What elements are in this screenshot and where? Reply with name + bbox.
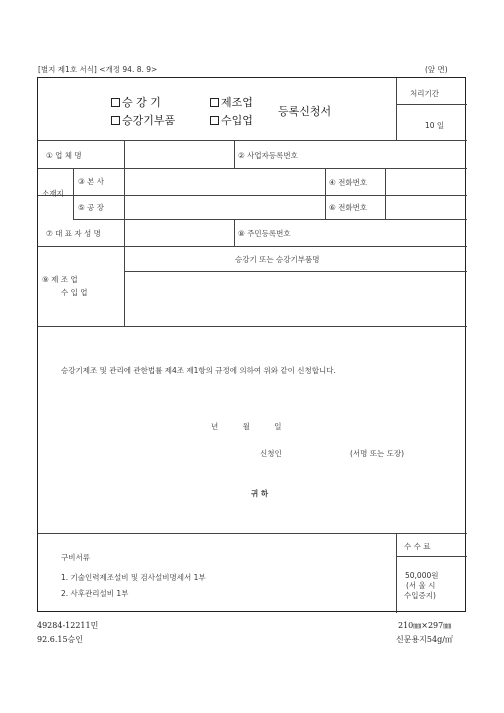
vline-phone (325, 168, 326, 219)
application-statement: 승강기제조 및 관리에 관한법률 제4조 제1항의 규정에 의하여 위와 같이 신청합니다. (61, 366, 336, 375)
checkbox-import[interactable] (210, 116, 219, 125)
vline-location (73, 168, 74, 219)
footer-paper-size: 210㎜×297㎜ (398, 621, 452, 630)
business-type-label-1: ⑨ 제 조 업 (42, 275, 78, 284)
vline-period (396, 78, 397, 140)
headquarters-label: ③ 본 사 (78, 177, 104, 186)
applicant-label: 신청인 (260, 449, 282, 458)
divider-row5 (38, 326, 467, 327)
product-name-header: 승강기 또는 승강기부품명 (235, 255, 320, 264)
vline-label-col (124, 140, 125, 326)
divider-period (396, 104, 467, 105)
application-date: 년 월 일 (211, 422, 282, 431)
required-doc-1: 1. 기술인력제조설비 및 검사설비명세서 1부 (61, 573, 206, 582)
representative-label: ⑦ 대 표 자 성 명 (46, 229, 101, 238)
processing-period-value: 10 일 (425, 121, 445, 130)
divider-product-header (124, 271, 467, 272)
divider-row2 (38, 195, 467, 196)
footer-code: 49284-12211민 (37, 621, 99, 630)
vline-phone-value (385, 168, 386, 219)
phone2-label: ⑥ 전화번호 (329, 203, 368, 212)
divider-title (38, 140, 467, 141)
business-number-label: ② 사업자등록번호 (238, 151, 298, 160)
checkbox-manufacturing[interactable] (210, 98, 219, 107)
fee-label: 수 수 료 (404, 542, 431, 551)
form-reference: [별지 제1호 서식] <개정 94. 8. 9> (38, 65, 158, 74)
checkbox-elevator[interactable] (111, 98, 120, 107)
footer-paper-type: 신문용지54g/㎡ (396, 635, 453, 644)
footer-approval: 92.6.15승인 (37, 635, 83, 644)
registration-form (37, 77, 466, 612)
vline-mid-row4 (234, 219, 235, 246)
phone1-label: ④ 전화번호 (329, 178, 368, 187)
processing-period-label: 처리기간 (410, 89, 439, 98)
form-title: 등록신청서 (278, 105, 332, 118)
divider-fee (396, 556, 467, 557)
business-type-label-2: 수 입 업 (61, 288, 88, 297)
checkbox-elevator-parts[interactable] (111, 116, 120, 125)
divider-row4 (38, 246, 467, 247)
title-elevator: 승 강 기 (111, 94, 161, 110)
page-side-label: (앞 면) (425, 65, 448, 74)
title-import: 수입업 (210, 112, 253, 128)
vline-mid-row1 (234, 140, 235, 168)
divider-row3 (73, 219, 467, 220)
fee-note-2: 수입증지) (404, 591, 436, 600)
vline-fee (396, 533, 397, 613)
title-manufacturing: 제조업 (210, 94, 253, 110)
divider-row1 (38, 168, 467, 169)
required-docs-title: 구비서류 (61, 553, 90, 562)
location-label: 소재지 (42, 189, 64, 198)
required-doc-2: 2. 사후관리설비 1부 (61, 589, 129, 598)
divider-statement (38, 533, 467, 534)
signature-label: (서명 또는 도장) (350, 449, 405, 458)
factory-label: ⑤ 공 장 (78, 203, 104, 212)
title-elevator-parts: 승강기부품 (111, 112, 175, 128)
fee-note-1: (서 울 시 (406, 581, 436, 590)
fee-amount: 50,000원 (405, 571, 439, 580)
addressee: 귀 하 (251, 489, 269, 498)
company-name-label: ① 업 체 명 (46, 151, 82, 160)
resident-number-label: ⑧ 주민등록번호 (238, 229, 291, 238)
